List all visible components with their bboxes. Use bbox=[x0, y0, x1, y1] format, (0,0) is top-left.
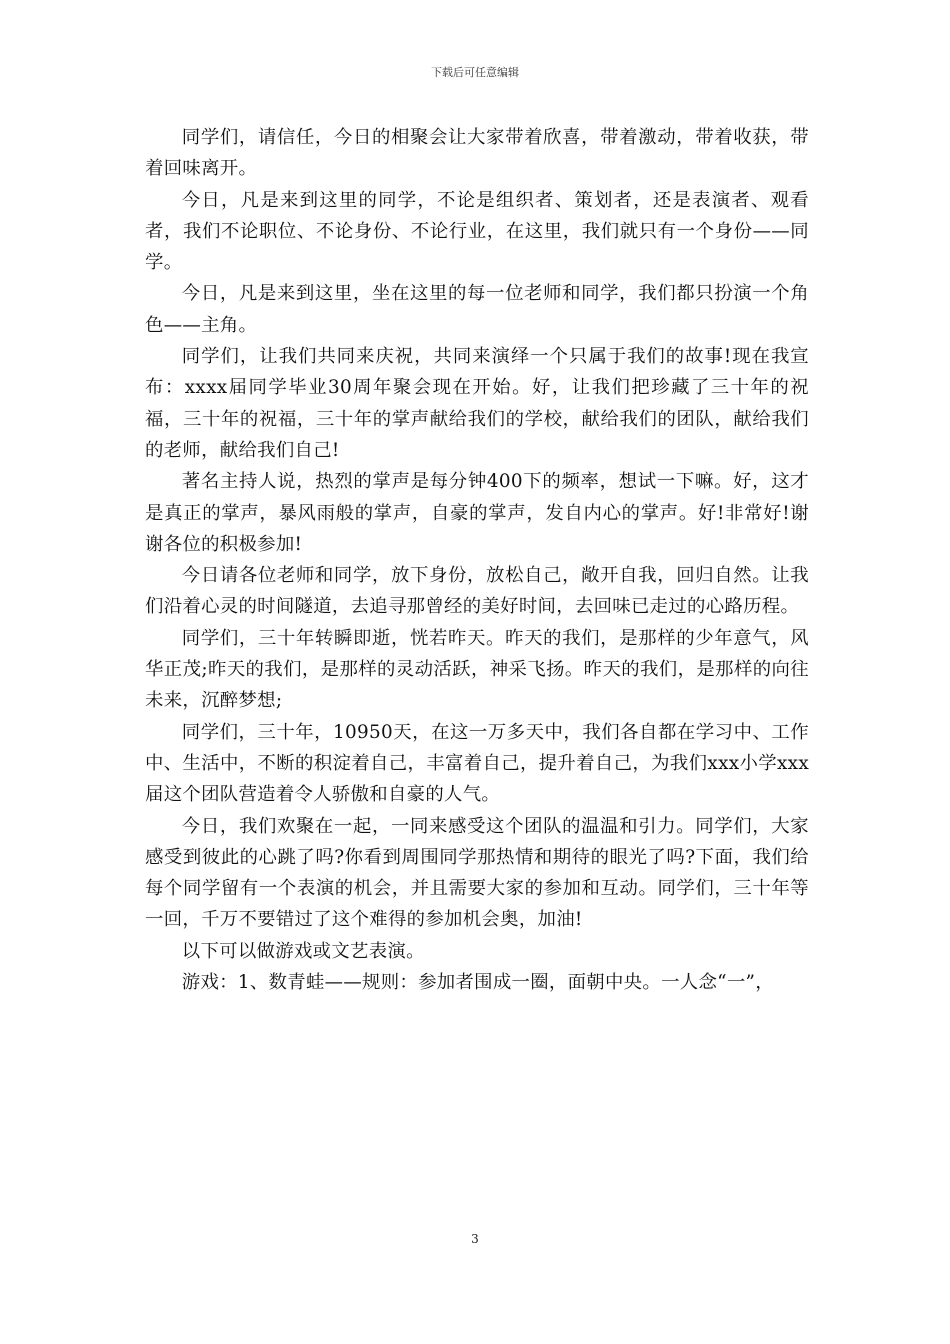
paragraph: 同学们，三十年转瞬即逝，恍若昨天。昨天的我们，是那样的少年意气，风华正茂;昨天的我们，是那样的灵动活跃，神采飞扬。昨天的我们，是那样的向往未来，沉醉梦想; bbox=[145, 627, 809, 712]
paragraph: 游戏：1、数青蛙——规则：参加者围成一圈，面朝中央。一人念“一”， bbox=[181, 972, 774, 994]
paragraph: 同学们，请信任，今日的相聚会让大家带着欣喜，带着激动，带着收获，带着回味离开。 bbox=[145, 127, 809, 180]
paragraph: 今日，我们欢聚在一起，一同来感受这个团队的温温和引力。同学们，大家感受到彼此的心跳了吗?你看到周围同学那热情和期待的眼光了吗?下面，我们给每个同学留有一个表演的机会，并且需要大家的参加和互动。同学们，三十年等一回，千万不要错过了这个难得的参加机会奥，加油! bbox=[145, 815, 809, 931]
page-number: 3 bbox=[471, 1232, 479, 1246]
paragraph: 今日，凡是来到这里，坐在这里的每一位老师和同学，我们都只扮演一个角色——主角。 bbox=[145, 283, 809, 336]
paragraph: 同学们，让我们共同来庆祝，共同来演绎一个只属于我们的故事!现在我宣布：xxxx届同学毕业30周年聚会现在开始。好，让我们把珍藏了三十年的祝福，三十年的祝福，三十年的掌声献给我们的学校，献给我们的团队，献给我们的老师，献给我们自己! bbox=[145, 346, 809, 461]
page-header: 下载后可任意编辑 bbox=[431, 66, 519, 79]
paragraph: 今日，凡是来到这里的同学，不论是组织者、策划者，还是表演者、观看者，我们不论职位、不论身份、不论行业，在这里，我们就只有一个身份——同学。 bbox=[145, 189, 809, 274]
paragraph: 著名主持人说，热烈的掌声是每分钟400下的频率，想试一下嘛。好，这才是真正的掌声，暴风雨般的掌声，自豪的掌声，发自内心的掌声。好!非常好!谢谢各位的积极参加! bbox=[145, 471, 809, 555]
paragraph: 以下可以做游戏或文艺表演。 bbox=[181, 940, 425, 962]
paragraph: 同学们，三十年，10950天，在这一万多天中，我们各自都在学习中、工作中、生活中，不断的积淀着自己，丰富着自己，提升着自己，为我们xxx小学xxx届这个团队营造着令人骄傲和自豪的人气。 bbox=[145, 721, 809, 806]
paragraph: 今日请各位老师和同学，放下身份，放松自己，敞开自我，回归自然。让我们沿着心灵的时间隧道，去追寻那曾经的美好时间，去回味已走过的心路历程。 bbox=[145, 565, 809, 618]
document-body bbox=[145, 122, 809, 998]
